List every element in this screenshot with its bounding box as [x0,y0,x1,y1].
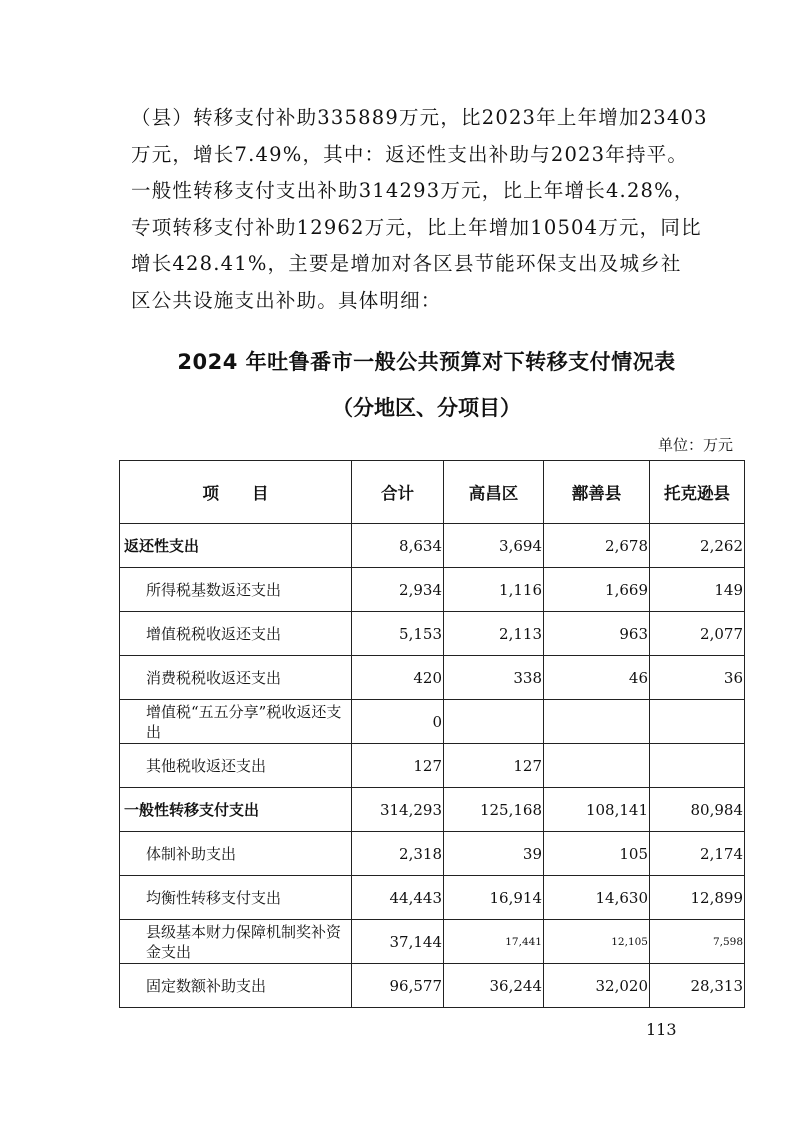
cell-toksun: 2,174 [650,832,745,876]
cell-total: 314,293 [352,788,444,832]
cell-shanshan [544,744,650,788]
cell-total: 2,934 [352,568,444,612]
cell-gaochang: 39 [444,832,544,876]
header-toksun: 托克逊县 [650,461,745,524]
table-header-row [120,461,745,524]
paragraph-line: 增长428.41%，主要是增加对各区县节能环保支出及城乡社 [131,252,682,276]
cell-total: 127 [352,744,444,788]
cell-total: 37,144 [352,920,444,964]
header-item: 项 目 [120,461,352,524]
cell-total: 5,153 [352,612,444,656]
cell-shanshan [544,700,650,744]
header-shanshan: 鄯善县 [544,461,650,524]
cell-toksun: 2,262 [650,524,745,568]
cell-toksun: 28,313 [650,964,745,1008]
body-paragraph [131,100,708,320]
cell-shanshan: 105 [544,832,650,876]
row-name: 一般性转移支付支出 [120,788,352,832]
cell-total: 420 [352,656,444,700]
row-name: 其他税收返还支出 [120,744,352,788]
paragraph-line: 专项转移支付补助12962万元，比上年增加10504万元，同比 [131,215,702,239]
cell-shanshan: 14,630 [544,876,650,920]
row-name: 返还性支出 [120,524,352,568]
row-name: 固定数额补助支出 [120,964,352,1008]
cell-total: 0 [352,700,444,744]
table-row [120,568,745,612]
unit-label: 单位：万元 [657,436,733,454]
cell-toksun: 149 [650,568,745,612]
cell-gaochang: 16,914 [444,876,544,920]
paragraph-line: （县）转移支付补助335889万元，比2023年上年增加23403 [131,106,708,129]
cell-shanshan: 12,105 [544,920,650,964]
table-row [120,744,745,788]
paragraph-line: 万元，增长7.49%，其中：返还性支出补助与2023年持平。 [131,142,689,166]
table-row [120,920,745,964]
header-gaochang: 高昌区 [444,461,544,524]
table-row [120,700,745,744]
table-row [120,524,745,568]
cell-toksun: 36 [650,656,745,700]
cell-shanshan: 108,141 [544,788,650,832]
cell-gaochang: 338 [444,656,544,700]
row-name: 消费税税收返还支出 [120,656,352,700]
cell-total: 2,318 [352,832,444,876]
cell-toksun: 2,077 [650,612,745,656]
table-row [120,656,745,700]
cell-gaochang: 1,116 [444,568,544,612]
transfer-payment-table [119,460,745,1008]
cell-gaochang: 127 [444,744,544,788]
table-title: 2024 年吐鲁番市一般公共预算对下转移支付情况表 [177,350,676,374]
cell-gaochang: 36,244 [444,964,544,1008]
cell-toksun [650,744,745,788]
cell-gaochang: 3,694 [444,524,544,568]
row-name: 体制补助支出 [120,832,352,876]
table-row [120,788,745,832]
row-name: 增值税“五五分享”税收返还支出 [120,700,352,744]
paragraph-line: 区公共设施支出补助。具体明细： [131,288,442,312]
table-row [120,964,745,1008]
header-total: 合计 [352,461,444,524]
cell-gaochang: 125,168 [444,788,544,832]
cell-toksun [650,700,745,744]
table-row [120,876,745,920]
cell-total: 8,634 [352,524,444,568]
cell-shanshan: 1,669 [544,568,650,612]
cell-shanshan: 32,020 [544,964,650,1008]
cell-gaochang [444,700,544,744]
row-name: 均衡性转移支付支出 [120,876,352,920]
cell-toksun: 7,598 [650,920,745,964]
cell-shanshan: 2,678 [544,524,650,568]
cell-gaochang: 17,441 [444,920,544,964]
paragraph-line: 一般性转移支付支出补助314293万元，比上年增长4.28%， [131,179,695,203]
table-row [120,832,745,876]
table-row [120,612,745,656]
table-subtitle: （分地区、分项目） [332,396,521,420]
cell-gaochang: 2,113 [444,612,544,656]
cell-toksun: 12,899 [650,876,745,920]
cell-toksun: 80,984 [650,788,745,832]
row-name: 增值税税收返还支出 [120,612,352,656]
page-number: 113 [646,1020,677,1039]
cell-shanshan: 46 [544,656,650,700]
row-name: 所得税基数返还支出 [120,568,352,612]
row-name: 县级基本财力保障机制奖补资金支出 [120,920,352,964]
cell-total: 44,443 [352,876,444,920]
cell-shanshan: 963 [544,612,650,656]
cell-total: 96,577 [352,964,444,1008]
